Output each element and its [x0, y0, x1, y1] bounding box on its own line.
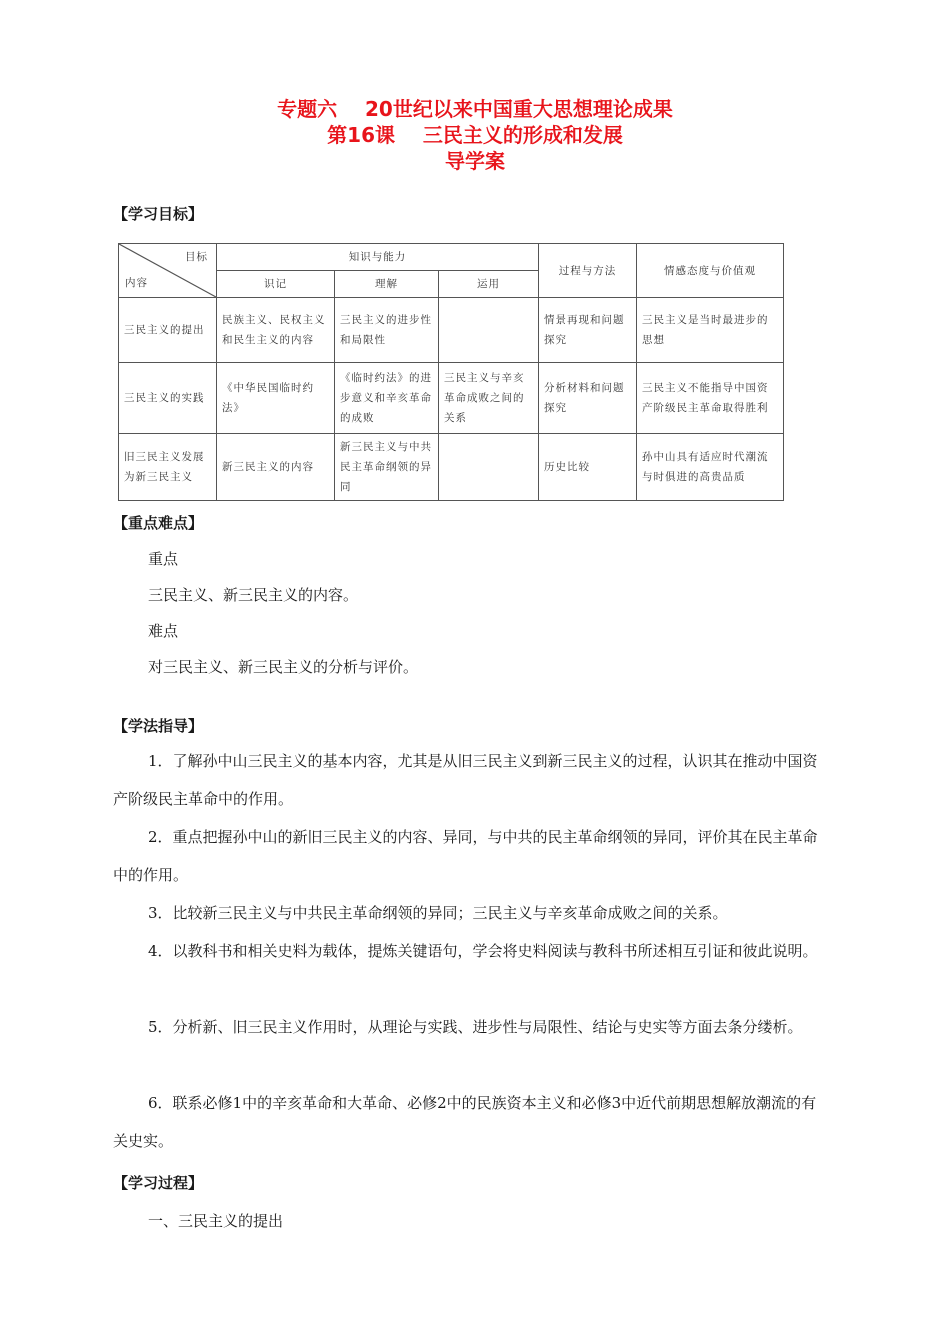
title-block	[0, 96, 950, 174]
method-item: 3．比较新三民主义与中共民主革命纲领的异同；三民主义与辛亥革命成败之间的关系。	[148, 904, 728, 922]
diagonal-header-cell	[119, 244, 217, 298]
table-cell: 分析材料和问题探究	[539, 363, 637, 434]
table-cell: 三民主义与辛亥革命成败之间的关系	[439, 363, 539, 434]
header-process-method: 过程与方法	[539, 244, 637, 298]
diag-goal-label: 目标	[185, 251, 208, 263]
table-cell: 新三民主义的内容	[217, 434, 335, 501]
difficulty-text: 对三民主义、新三民主义的分析与评价。	[148, 658, 419, 676]
table-cell: 三民主义的进步性和局限性	[335, 298, 439, 363]
header-understand: 理解	[335, 271, 439, 298]
table-cell: 《中华民国临时约法》	[217, 363, 335, 434]
table-cell: 历史比较	[539, 434, 637, 501]
header-attitude: 情感态度与价值观	[637, 244, 784, 298]
section-goals-heading: 【学习目标】	[113, 205, 204, 223]
table-cell: 孙中山具有适应时代潮流与时俱进的高贵品质	[637, 434, 784, 501]
header-knowledge: 知识与能力	[217, 244, 539, 271]
section-method-heading: 【学法指导】	[113, 717, 204, 735]
table-cell: 旧三民主义发展为新三民主义	[119, 434, 217, 501]
key-text: 三民主义、新三民主义的内容。	[148, 586, 359, 604]
section-key-points-heading: 【重点难点】	[113, 514, 204, 532]
table-row	[119, 363, 784, 434]
doc-type-title: 导学案	[445, 149, 505, 173]
table-cell: 新三民主义与中共民主革命纲领的异同	[335, 434, 439, 501]
topic-title: 专题六 20世纪以来中国重大思想理论成果	[277, 97, 673, 121]
table-cell: 三民主义是当时最进步的思想	[637, 298, 784, 363]
table-row	[119, 434, 784, 501]
table-row	[119, 298, 784, 363]
header-apply: 运用	[439, 271, 539, 298]
key-label: 重点	[148, 550, 179, 568]
method-item: 4．以教科书和相关史料为载体，提炼关键语句，学会将史料阅读与教科书所述相互引证和彼此说明。	[148, 942, 818, 960]
lesson-title: 第16课 三民主义的形成和发展	[327, 123, 623, 147]
section-process-heading: 【学习过程】	[113, 1174, 204, 1192]
method-item: 1．了解孙中山三民主义的基本内容，尤其是从旧三民主义到新三民主义的过程，认识其在推动中国资产阶级民主革命中的作用。	[113, 752, 818, 808]
header-memorize: 识记	[217, 271, 335, 298]
objectives-table	[118, 243, 784, 501]
process-subheading: 一、三民主义的提出	[148, 1212, 284, 1230]
method-item: 2．重点把握孙中山的新旧三民主义的内容、异同，与中共的民主革命纲领的异同，评价其在民主革命中的作用。	[113, 828, 818, 884]
table-cell: 三民主义的实践	[119, 363, 217, 434]
table-cell: 民族主义、民权主义和民生主义的内容	[217, 298, 335, 363]
table-cell: 情景再现和问题探究	[539, 298, 637, 363]
difficulty-label: 难点	[148, 622, 179, 640]
table-cell	[439, 434, 539, 501]
method-item: 6．联系必修1中的辛亥革命和大革命、必修2中的民族资本主义和必修3中近代前期思想解放潮流的有关史实。	[113, 1094, 817, 1150]
table-cell: 《临时约法》的进步意义和辛亥革命的成败	[335, 363, 439, 434]
table-cell	[439, 298, 539, 363]
table-cell: 三民主义不能指导中国资产阶级民主革命取得胜利	[637, 363, 784, 434]
table-cell: 三民主义的提出	[119, 298, 217, 363]
diag-content-label: 内容	[125, 277, 148, 289]
method-item: 5．分析新、旧三民主义作用时，从理论与实践、进步性与局限性、结论与史实等方面去条分缕析。	[148, 1018, 803, 1036]
